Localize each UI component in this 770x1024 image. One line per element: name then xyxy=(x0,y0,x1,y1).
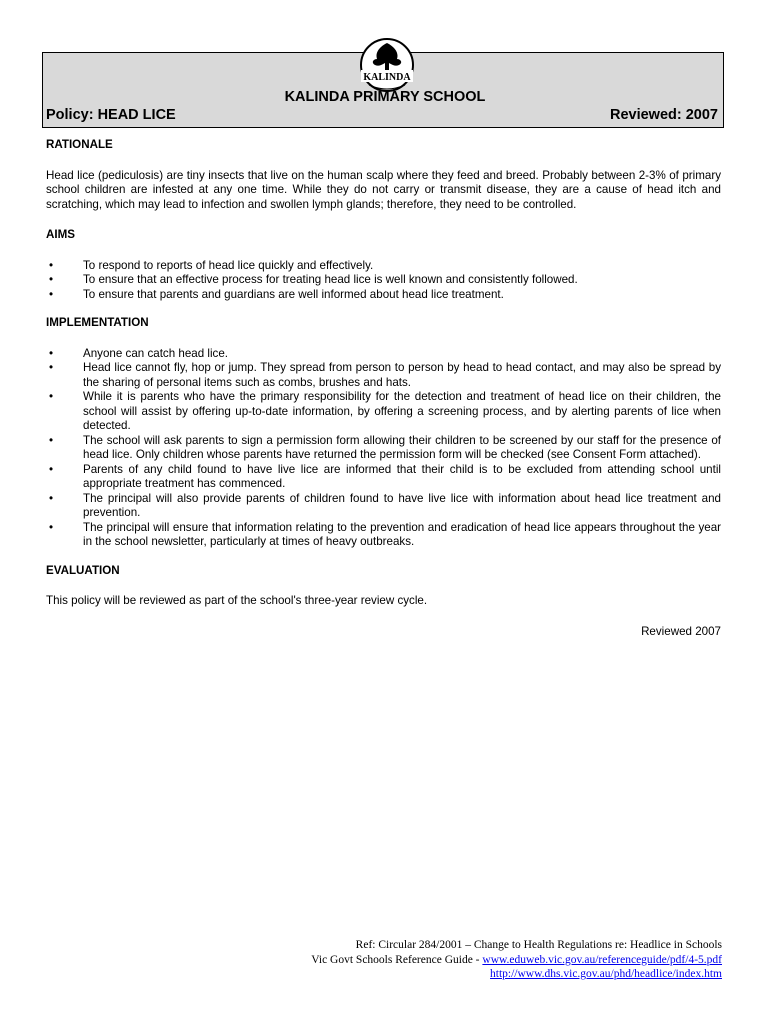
bullet-icon: • xyxy=(48,258,54,272)
footer-references xyxy=(162,938,722,982)
list-item: • While it is parents who have the primary responsibility for the detection and treatment of head lice on their children, the school will assist by offering up-to-date information, by offering a screening process, and by alerting parents of lice when detected. xyxy=(46,390,721,434)
implementation-heading: IMPLEMENTATION xyxy=(46,316,149,329)
list-item: • Parents of any child found to have live lice are informed that their child is to be excluded from attending school until appropriate treatment has commenced. xyxy=(46,463,721,492)
bullet-icon: • xyxy=(48,520,54,534)
bullet-icon: • xyxy=(48,491,54,505)
policy-content xyxy=(46,138,721,639)
bullet-icon: • xyxy=(48,287,54,301)
reviewed-year: Reviewed: 2007 xyxy=(609,107,718,123)
list-item: • To ensure that an effective process for treating head lice is well known and consistently followed. xyxy=(46,273,721,288)
evaluation-text: This policy will be reviewed as part of the school's three-year review cycle. xyxy=(46,594,428,607)
policy-title: Policy: HEAD LICE xyxy=(46,107,176,123)
footer-guide-line: Vic Govt Schools Reference Guide - www.eduweb.vic.gov.au/referenceguide/pdf/4-5.pdf xyxy=(311,953,722,966)
rationale-text: Head lice (pediculosis) are tiny insects that live on the human scalp where they feed and breed. Probably between 2-3% of primary school children are infested at any one time. While they do not carry or transmit disease, they are a cause of head itch and scratching, which may lead to infection and swollen lymph glands; therefore, they need to be controlled. xyxy=(46,168,721,211)
dhs-headlice-link[interactable]: http://www.dhs.vic.gov.au/phd/headlice/index.htm xyxy=(490,968,722,980)
reference-guide-link[interactable]: www.eduweb.vic.gov.au/referenceguide/pdf/4-5.pdf xyxy=(482,953,722,966)
list-item: • To respond to reports of head lice quickly and effectively. xyxy=(46,259,721,274)
bullet-icon: • xyxy=(48,462,54,476)
list-item: • The school will ask parents to sign a permission form allowing their children to be screened by our staff for the presence of head lice. Only children whose parents have returned the permission form will be checked (see Consent Form attached). xyxy=(46,434,721,463)
bullet-icon: • xyxy=(48,390,54,403)
school-logo xyxy=(355,37,419,97)
list-item: • The principal will ensure that information relating to the prevention and eradication of head lice appears throughout the year in the school newsletter, particularly at times of heavy outbreaks. xyxy=(46,521,721,550)
list-item: • The principal will also provide parents of children found to have live lice with information about head lice treatment and prevention. xyxy=(46,492,721,521)
reviewed-note: Reviewed 2007 xyxy=(641,624,721,638)
bullet-icon: • xyxy=(48,433,54,447)
school-name: KALINDA PRIMARY SCHOOL xyxy=(284,89,486,105)
aims-heading: AIMS xyxy=(46,228,75,241)
footer-dhs-line xyxy=(162,967,722,982)
svg-text:KALINDA: KALINDA xyxy=(363,72,411,83)
list-item: • Anyone can catch head lice. xyxy=(46,347,721,362)
bullet-icon: • xyxy=(48,361,54,374)
aims-list xyxy=(46,259,721,303)
bullet-icon: • xyxy=(48,273,54,286)
footer-ref-line: Ref: Circular 284/2001 – Change to Health Regulations re: Headlice in Schools xyxy=(355,939,722,951)
evaluation-heading: EVALUATION xyxy=(46,563,120,577)
rationale-heading: RATIONALE xyxy=(46,138,113,151)
list-item: • Head lice cannot fly, hop or jump. They spread from person to person by head to head contact, and may also be spread by the sharing of personal items such as combs, brushes and hats. xyxy=(46,361,721,390)
implementation-list xyxy=(46,347,721,550)
bullet-icon: • xyxy=(48,346,54,360)
list-item: • To ensure that parents and guardians are well informed about head lice treatment. xyxy=(46,288,721,303)
